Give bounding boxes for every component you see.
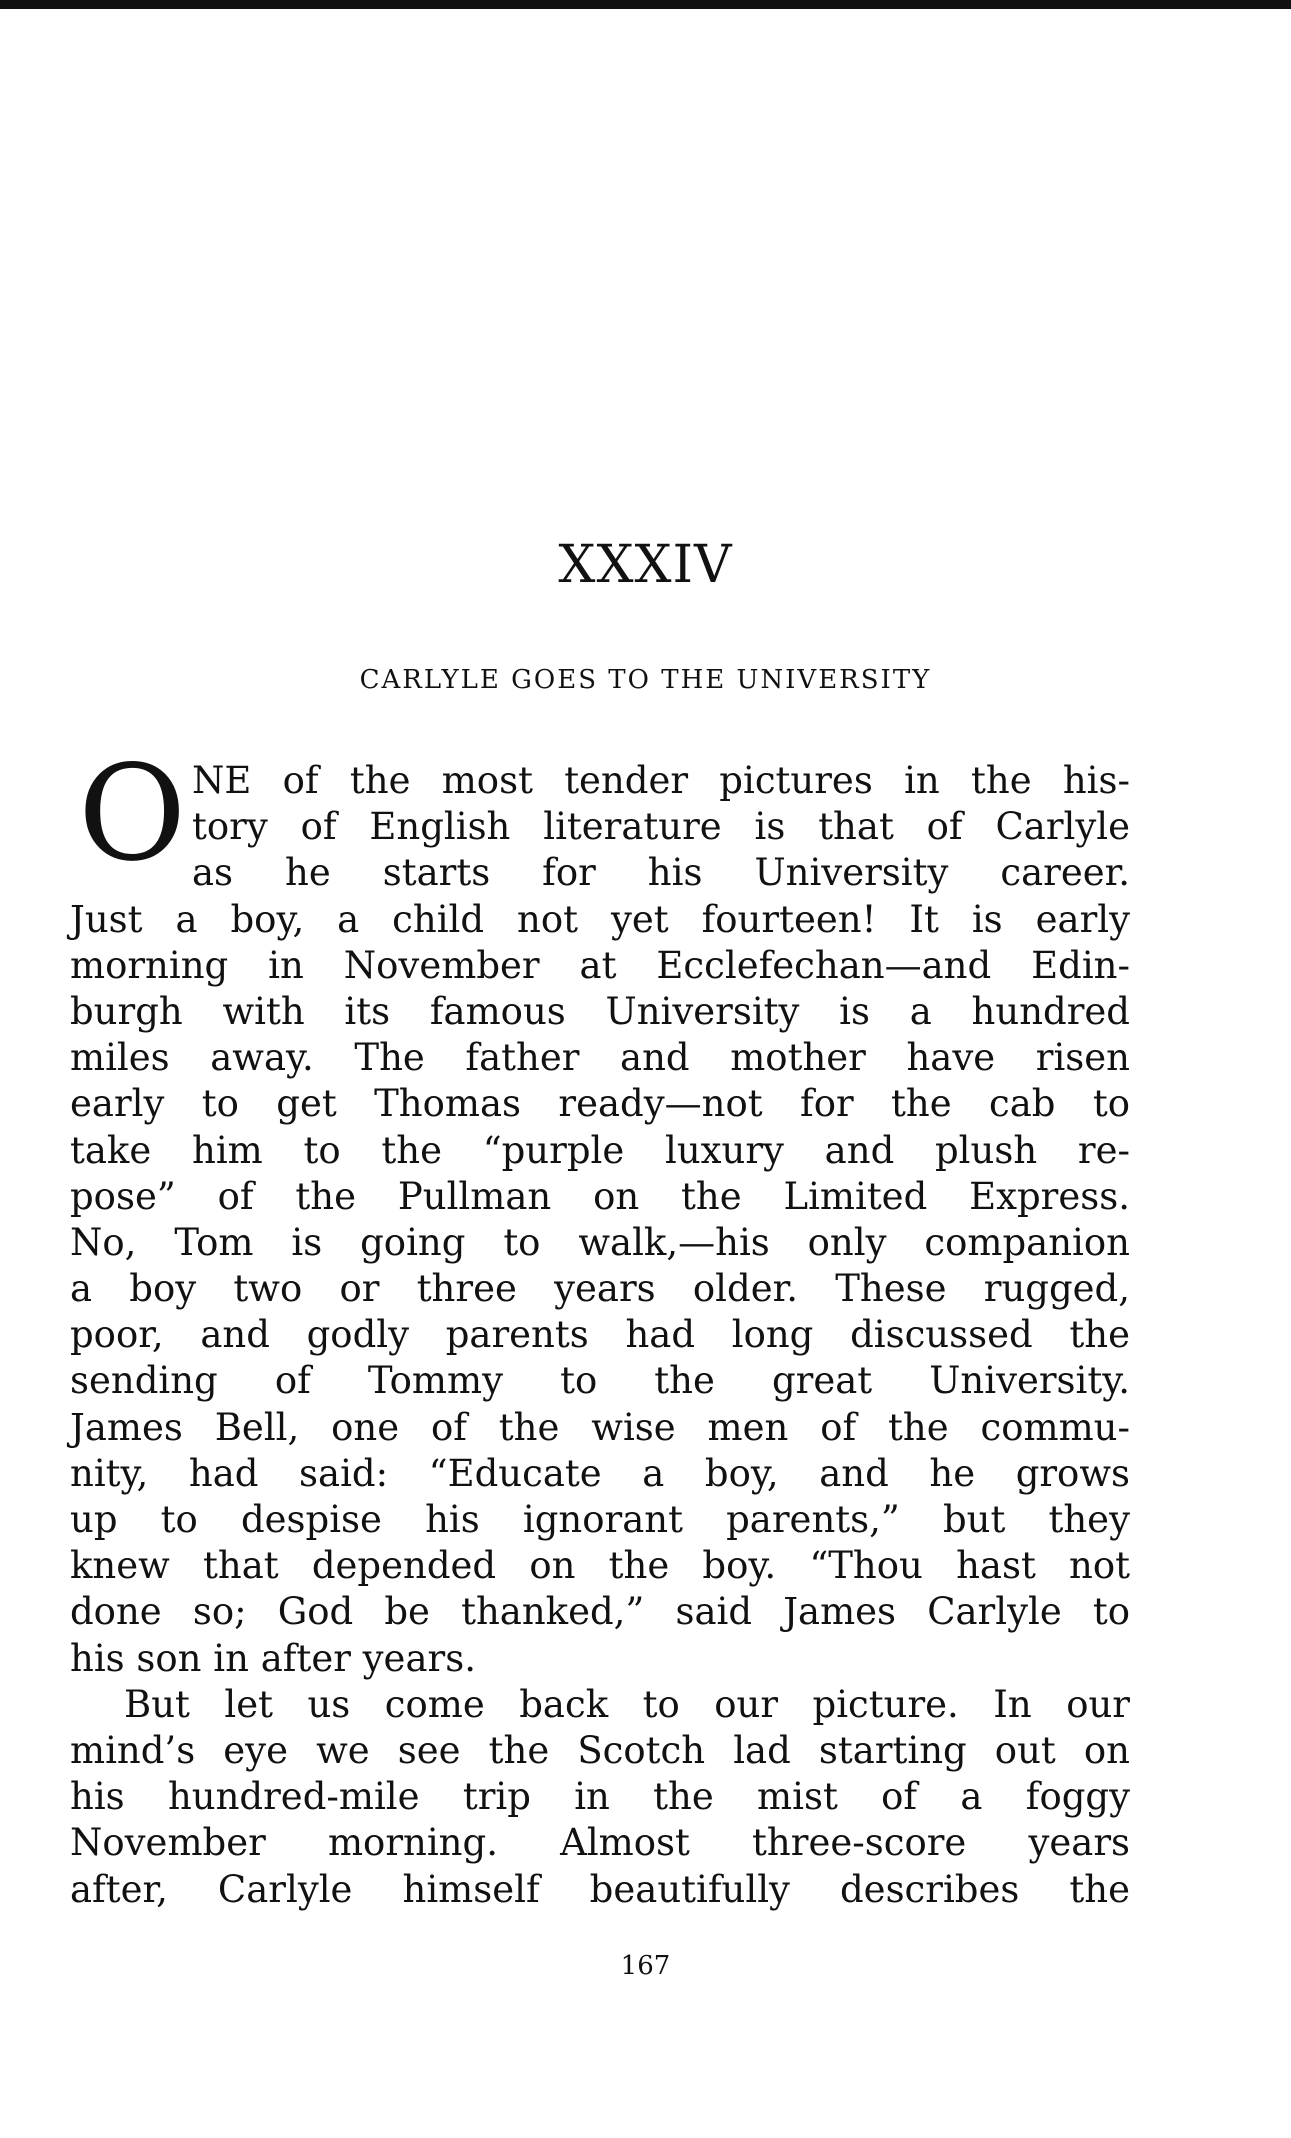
text-line: Just a boy, a child not yet fourteen! It is early (70, 897, 1130, 941)
chapter-title: CARLYLE GOES TO THE UNIVERSITY (359, 665, 932, 695)
text-line: take him to the “purple luxury and plush re- (70, 1128, 1130, 1172)
text-line: early to get Thomas ready—not for the cab to (70, 1082, 1130, 1126)
top-rule (0, 0, 1291, 9)
text-line: tory of English literature is that of Carlyle (192, 805, 1130, 849)
text-line: miles away. The father and mother have risen (70, 1036, 1130, 1080)
text-line: up to despise his ignorant parents,” but they (70, 1498, 1130, 1541)
text-line: burgh with its famous University is a hundred (70, 989, 1130, 1033)
text-line: nity, had said: “Educate a boy, and he grows (70, 1451, 1130, 1495)
text-line: mind’s eye we see the Scotch lad starting out on (70, 1728, 1130, 1772)
text-line: his hundred-mile trip in the mist of a foggy (70, 1775, 1130, 1819)
text-line: poor, and godly parents had long discussed the (70, 1313, 1130, 1357)
text-line: But let us come back to our picture. In our (124, 1682, 1130, 1726)
paragraph-1 (70, 758, 1130, 1682)
text-line: morning in November at Ecclefechan—and Edin- (70, 943, 1130, 987)
text-line: James Bell, one of the wise men of the commu- (70, 1405, 1130, 1449)
text-line: November morning. Almost three-score years (70, 1821, 1130, 1865)
body-text (70, 758, 1130, 1913)
text-line: sending of Tommy to the great University. (70, 1359, 1130, 1403)
paragraph-2 (70, 1682, 1130, 1913)
text-line: pose” of the Pullman on the Limited Express. (70, 1174, 1130, 1218)
text-line: as he starts for his University career. (192, 851, 1130, 895)
chapter-number: XXXIV (558, 535, 733, 595)
drop-cap: O (78, 737, 187, 891)
text-line: No, Tom is going to walk,—his only companion (70, 1220, 1130, 1264)
text-line: done so; God be thanked,” said James Carlyle to (70, 1590, 1130, 1634)
text-line: his son in after years. (70, 1636, 476, 1680)
text-line: a boy two or three years older. These rugged, (70, 1267, 1130, 1311)
page-number: 167 (620, 1951, 671, 1981)
text-line: NE of the most tender pictures in the his- (192, 759, 1130, 802)
text-line: after, Carlyle himself beautifully describes the (70, 1867, 1130, 1911)
text-line: knew that depended on the boy. “Thou hast not (70, 1544, 1130, 1588)
